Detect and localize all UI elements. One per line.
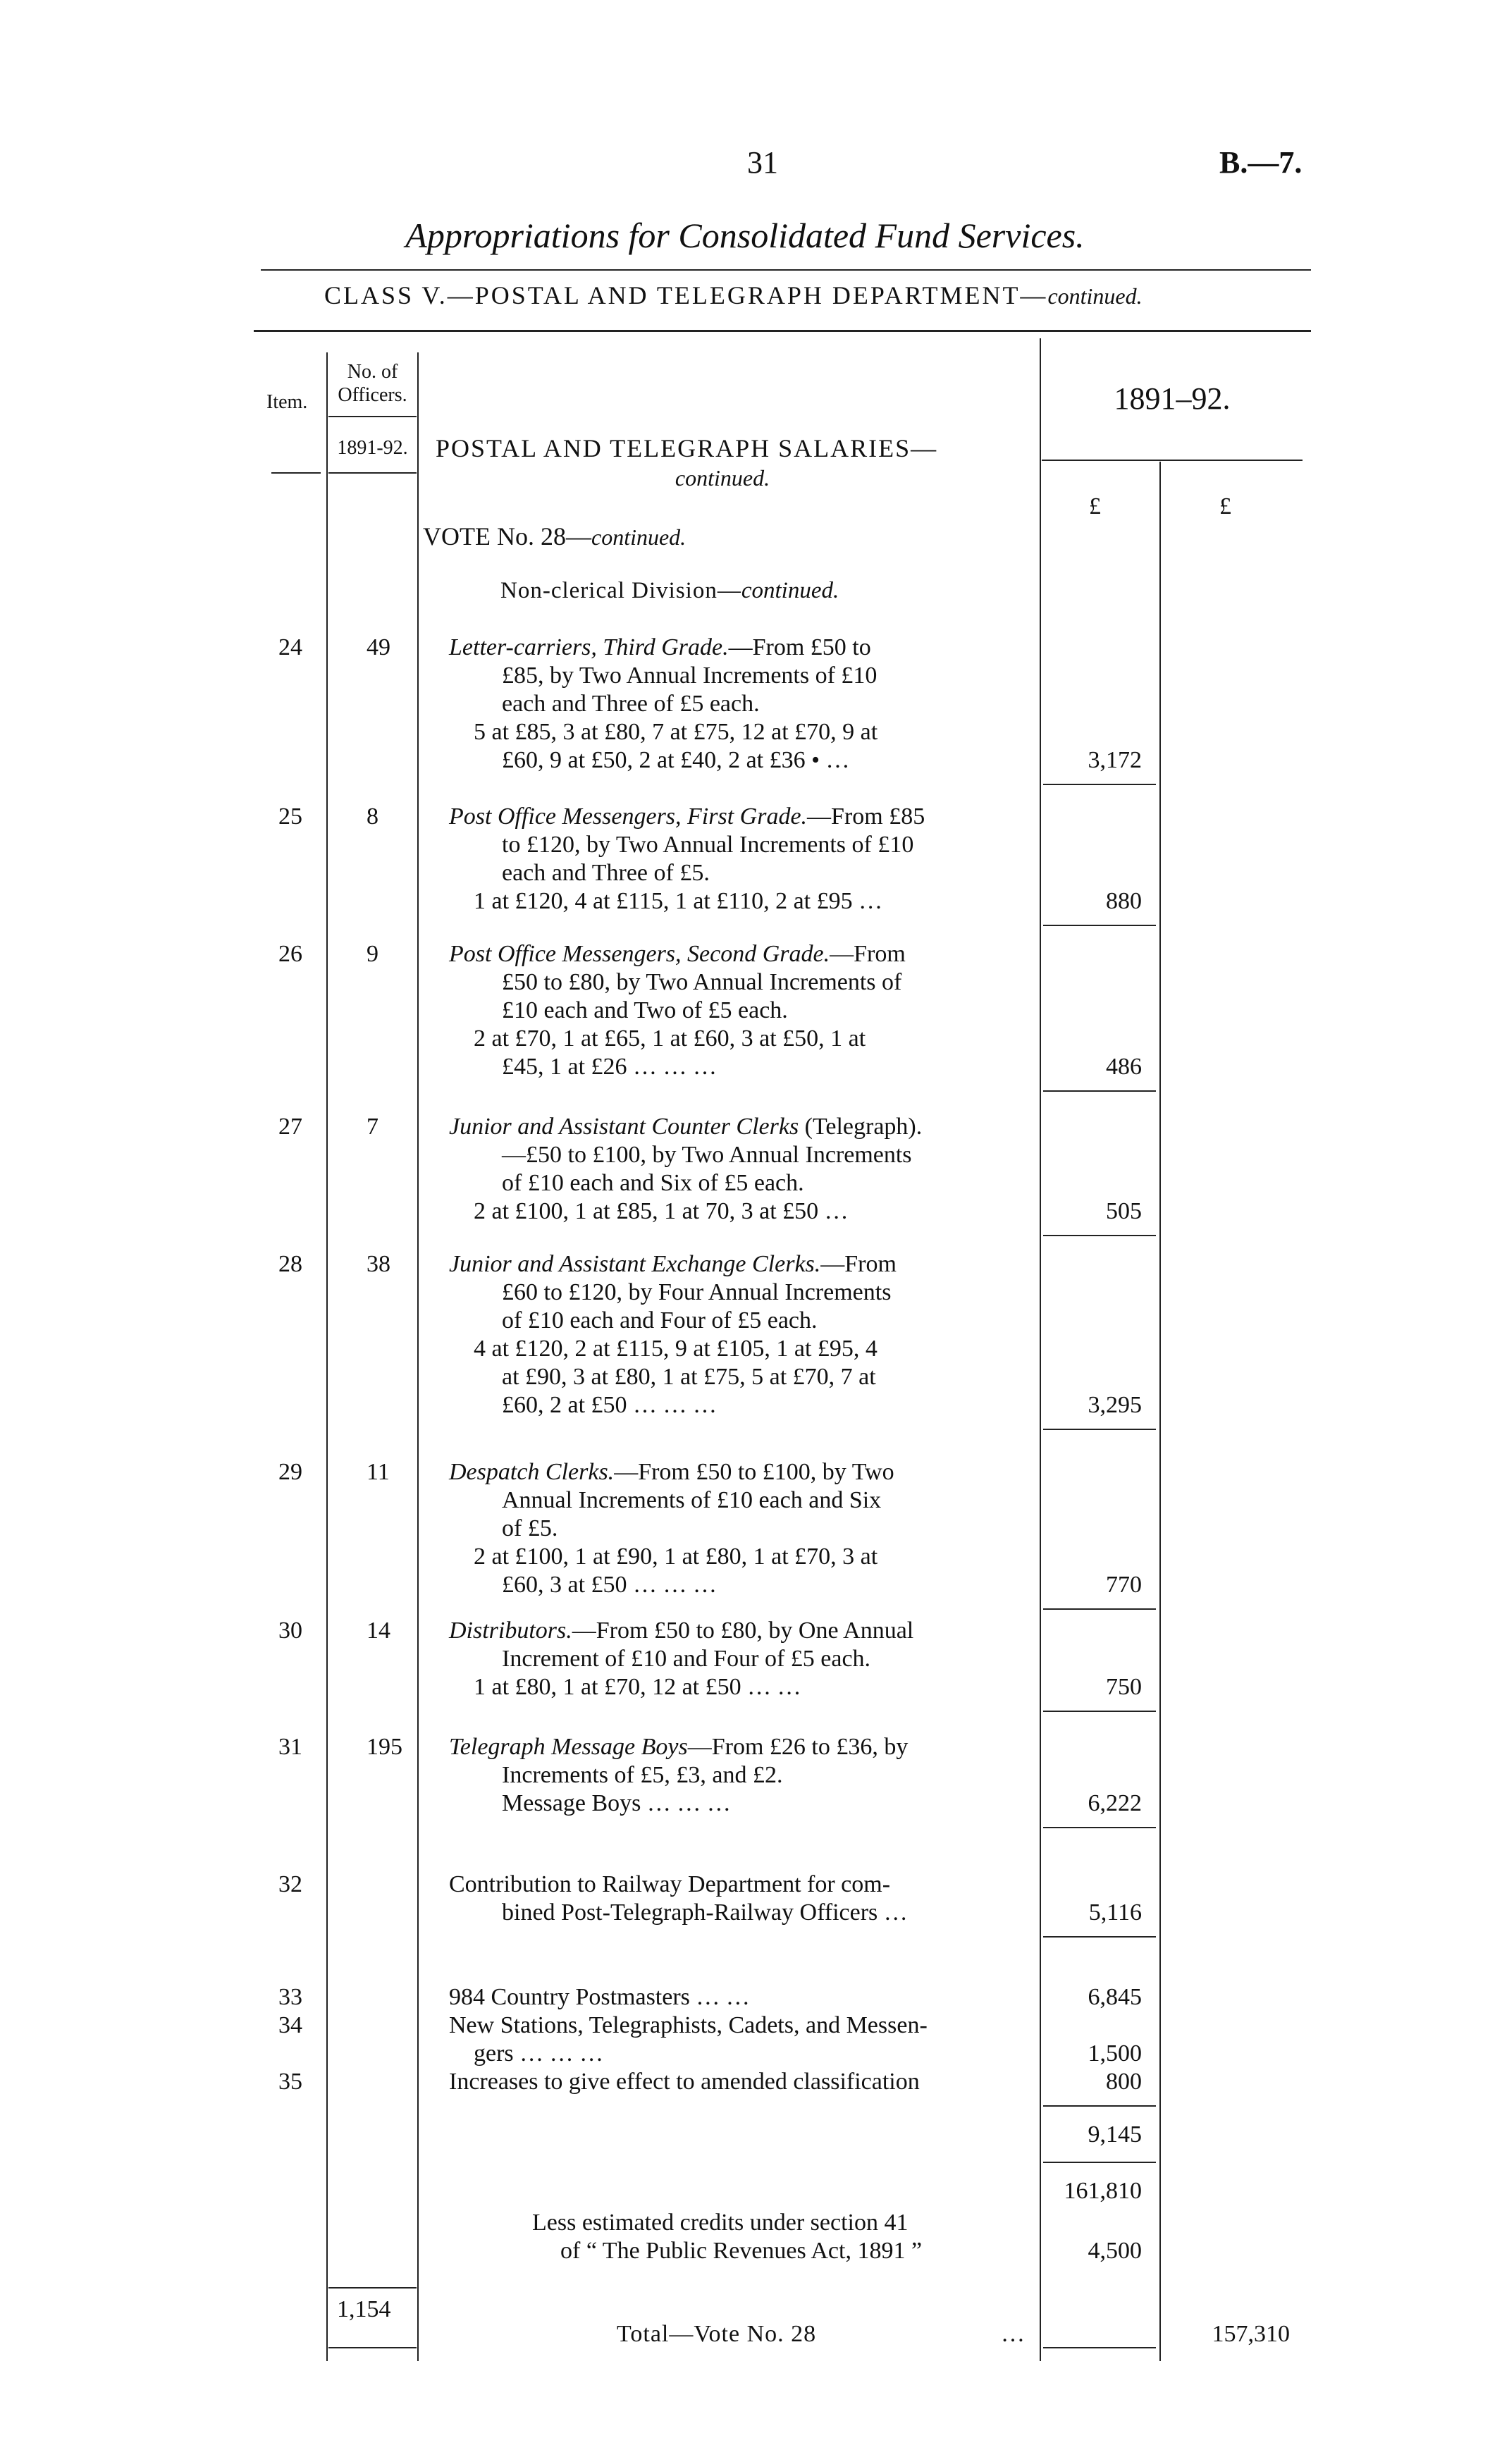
description-line — [474, 719, 878, 746]
amount-rule — [1043, 1711, 1156, 1712]
description-line — [474, 1198, 849, 1225]
amount: 3,172 — [1088, 747, 1142, 773]
division-main: Non-clerical Division— — [500, 578, 741, 603]
grade-title: Despatch Clerks. — [449, 1459, 615, 1485]
page-number: 31 — [747, 145, 778, 180]
description-line — [449, 1114, 922, 1140]
description-line — [502, 1364, 876, 1391]
line-text: —From — [820, 1251, 897, 1277]
amount: 750 — [1106, 1674, 1142, 1700]
line-text: Annual Increments of £10 each and Six — [502, 1487, 882, 1513]
amount-rule — [1043, 1235, 1156, 1236]
line-text: Message Boys … … … — [502, 1790, 731, 1816]
item-number: 24 — [278, 634, 302, 660]
line-text: £60, 3 at £50 … … … — [502, 1572, 718, 1598]
line-text: £60, 2 at £50 … … … — [502, 1392, 718, 1418]
officers-count: 38 — [367, 1251, 390, 1277]
description-line — [502, 1899, 908, 1926]
line-text: bined Post-Telegraph-Railway Officers … — [502, 1899, 908, 1926]
item-number: 34 — [278, 2012, 302, 2038]
salaries-heading-continued: continued. — [675, 465, 770, 491]
pound-header-2: £ — [1219, 493, 1231, 519]
officers-col-rule — [328, 472, 417, 474]
division-heading — [500, 578, 839, 604]
description-line — [449, 803, 925, 830]
header-year: 1891–92. — [1114, 381, 1231, 416]
subtotal-amount: 9,145 — [1088, 2121, 1142, 2148]
description-line — [449, 1459, 894, 1486]
line-text: —From £50 to £80, by One Annual — [572, 1618, 914, 1644]
amount-rule — [1043, 1827, 1156, 1828]
subtotal-rule — [1043, 2105, 1156, 2107]
line-text: 2 at £70, 1 at £65, 1 at £60, 3 at £50, 1 at — [474, 1025, 866, 1052]
item-number: 32 — [278, 1871, 302, 1897]
total-dots: … — [1001, 2321, 1025, 2347]
line-text: at £90, 3 at £80, 1 at £75, 5 at £70, 7 at — [502, 1364, 876, 1390]
item-col-rule — [271, 472, 321, 474]
description-line — [449, 1618, 913, 1644]
grade-title: Telegraph Message Boys — [449, 1734, 688, 1760]
description-line — [474, 1025, 866, 1052]
officers-count: 14 — [367, 1618, 390, 1644]
description-line — [502, 1054, 717, 1080]
officers-total-rule — [328, 2287, 417, 2289]
line-text: —From £85 — [807, 803, 925, 830]
line-text: £45, 1 at £26 … … … — [502, 1054, 718, 1080]
header-no-of: No. of — [347, 361, 398, 383]
vote-main: VOTE No. 28— — [423, 522, 591, 550]
line-text: —£50 to £100, by Two Annual Increments — [502, 1142, 912, 1168]
extra-line: 984 Country Postmasters … … — [449, 1984, 750, 2010]
description-line — [502, 832, 913, 858]
grade-title: Letter-carriers, Third Grade. — [449, 634, 729, 660]
description-line — [502, 1392, 717, 1419]
amount: 3,295 — [1088, 1392, 1142, 1418]
description-line — [502, 969, 901, 996]
item-number: 30 — [278, 1618, 302, 1644]
description-line — [502, 691, 760, 717]
description-line — [502, 1646, 870, 1673]
officers-total: 1,154 — [337, 2296, 391, 2322]
line-text: 2 at £100, 1 at £85, 1 at 70, 3 at £50 … — [474, 1198, 849, 1224]
line-text: £50 to £80, by Two Annual Increments of — [502, 969, 902, 995]
line-text: Increments of £5, £3, and £2. — [502, 1762, 783, 1788]
description-line — [474, 1336, 878, 1362]
credits-line-1: Less estimated credits under section 41 — [532, 2210, 909, 2236]
header-officers-rule — [328, 416, 417, 417]
section-heading — [324, 281, 1143, 310]
amount: 505 — [1106, 1198, 1142, 1224]
table-top-rule — [254, 330, 1311, 332]
grade-title: Post Office Messengers, Second Grade. — [449, 941, 830, 967]
line-text: Contribution to Railway Department for com- — [449, 1871, 891, 1897]
amount: 6,845 — [1088, 1984, 1142, 2010]
grade-title: Post Office Messengers, First Grade. — [449, 803, 808, 830]
description-line — [474, 888, 882, 915]
total-label: Total—Vote No. 28 — [617, 2321, 817, 2347]
officers-total-underline — [328, 2347, 417, 2348]
description-line — [502, 1790, 731, 1817]
line-text: of £10 each and Four of £5 each. — [502, 1307, 818, 1333]
amount: 1,500 — [1088, 2040, 1142, 2066]
description-line — [502, 1762, 782, 1789]
description-line — [502, 1170, 804, 1197]
description-line — [502, 747, 850, 774]
page-title: Appropriations for Consolidated Fund Services. — [405, 216, 1085, 255]
amount: 486 — [1106, 1054, 1142, 1080]
amount: 800 — [1106, 2069, 1142, 2095]
item-number: 25 — [278, 803, 302, 830]
amount: 6,222 — [1088, 1790, 1142, 1816]
description-line — [502, 860, 710, 887]
line-text: Increment of £10 and Four of £5 each. — [502, 1646, 871, 1672]
grand-rule — [1043, 2162, 1156, 2163]
page-reference: B.—7. — [1219, 145, 1303, 180]
description-line — [449, 941, 906, 968]
description-line — [502, 1572, 717, 1598]
line-text: of £5. — [502, 1515, 558, 1541]
officers-count: 7 — [367, 1114, 378, 1140]
vote-heading — [423, 522, 686, 551]
line-text: £60 to £120, by Four Annual Increments — [502, 1279, 892, 1305]
extra-line: Increases to give effect to amended classification — [449, 2069, 920, 2095]
amount: 880 — [1106, 888, 1142, 914]
grade-title: Junior and Assistant Exchange Clerks. — [449, 1251, 821, 1277]
amount: 5,116 — [1088, 1899, 1142, 1926]
amount-rule — [1043, 1608, 1156, 1610]
line-text: £10 each and Two of £5 each. — [502, 997, 788, 1023]
description-line — [502, 997, 788, 1024]
line-text: —From £50 to £100, by Two — [614, 1459, 894, 1485]
item-number: 26 — [278, 941, 302, 967]
line-text: 5 at £85, 3 at £80, 7 at £75, 12 at £70, 9 at — [474, 719, 878, 745]
extra-line: New Stations, Telegraphists, Cadets, and Messen- — [449, 2012, 928, 2038]
section-main: CLASS V.—POSTAL AND TELEGRAPH DEPARTMENT— — [324, 281, 1048, 309]
description-line — [474, 1674, 801, 1701]
header-item: Item. — [266, 391, 308, 413]
line-text: 1 at £120, 4 at £115, 1 at £110, 2 at £95 … — [474, 888, 883, 914]
grand-amount: 161,810 — [1064, 2178, 1142, 2204]
item-number: 28 — [278, 1251, 302, 1277]
item-number: 29 — [278, 1459, 302, 1485]
description-line — [449, 1734, 908, 1761]
description-line — [502, 1515, 558, 1542]
amount-rule — [1043, 1936, 1156, 1938]
line-text: £85, by Two Annual Increments of £10 — [502, 663, 878, 689]
officers-count: 9 — [367, 941, 378, 967]
description-line — [502, 1142, 912, 1169]
extra-line: gers … … … — [474, 2040, 604, 2066]
header-officers: Officers. — [338, 384, 407, 406]
description-line — [474, 1544, 878, 1570]
officers-left-rule — [326, 352, 328, 2361]
line-text: —From £26 to £36, by — [687, 1734, 909, 1760]
credits-amount: 4,500 — [1088, 2238, 1142, 2264]
line-text: 1 at £80, 1 at £70, 12 at £50 … … — [474, 1674, 801, 1700]
line-text: —From £50 to — [728, 634, 871, 660]
description-line — [502, 1279, 891, 1306]
description-line — [502, 1487, 881, 1514]
officers-count: 49 — [367, 634, 390, 660]
title-rule — [261, 269, 1311, 271]
total-rule — [1043, 2347, 1156, 2348]
grade-title: Distributors. — [449, 1618, 572, 1644]
amount-right-rule — [1159, 462, 1161, 2361]
description-line — [449, 634, 871, 661]
section-continued: continued. — [1047, 283, 1143, 309]
line-text: 2 at £100, 1 at £90, 1 at £80, 1 at £70, 3 at — [474, 1544, 878, 1570]
line-text: each and Three of £5. — [502, 860, 710, 886]
officers-count: 11 — [367, 1459, 390, 1485]
description-line — [449, 1251, 897, 1278]
description-line — [449, 1871, 890, 1898]
item-number: 33 — [278, 1984, 302, 2010]
total-amount: 157,310 — [1212, 2321, 1290, 2347]
description-line — [502, 1307, 818, 1334]
description-line — [502, 663, 877, 689]
amount-rule — [1043, 925, 1156, 926]
line-text: of £10 each and Six of £5 each. — [502, 1170, 804, 1196]
grade-title: Junior and Assistant Counter Clerks — [449, 1114, 799, 1140]
line-text: —From — [830, 941, 906, 967]
line-text: to £120, by Two Annual Increments of £10 — [502, 832, 914, 858]
officers-right-rule — [417, 352, 419, 2361]
amount-rule — [1043, 784, 1156, 785]
amount-rule — [1043, 1429, 1156, 1430]
amount-rule — [1043, 1090, 1156, 1092]
item-number: 35 — [278, 2069, 302, 2095]
credits-line-2: of “ The Public Revenues Act, 1891 ” — [560, 2238, 923, 2264]
item-number: 27 — [278, 1114, 302, 1140]
vote-continued: continued. — [591, 524, 686, 550]
line-text: each and Three of £5 each. — [502, 691, 760, 717]
officers-count: 8 — [367, 803, 378, 830]
header-year-small: 1891-92. — [337, 437, 408, 459]
year-rule — [1042, 460, 1303, 461]
line-text: £60, 9 at £50, 2 at £40, 2 at £36 • … — [502, 747, 850, 773]
pound-header-1: £ — [1089, 493, 1101, 519]
line-text: (Telegraph). — [799, 1114, 923, 1140]
amount: 770 — [1106, 1572, 1142, 1598]
line-text: 4 at £120, 2 at £115, 9 at £105, 1 at £95, 4 — [474, 1336, 878, 1362]
item-number: 31 — [278, 1734, 302, 1760]
salaries-heading: POSTAL AND TELEGRAPH SALARIES— — [436, 434, 938, 462]
division-continued: continued. — [741, 578, 839, 603]
officers-count: 195 — [367, 1734, 402, 1760]
